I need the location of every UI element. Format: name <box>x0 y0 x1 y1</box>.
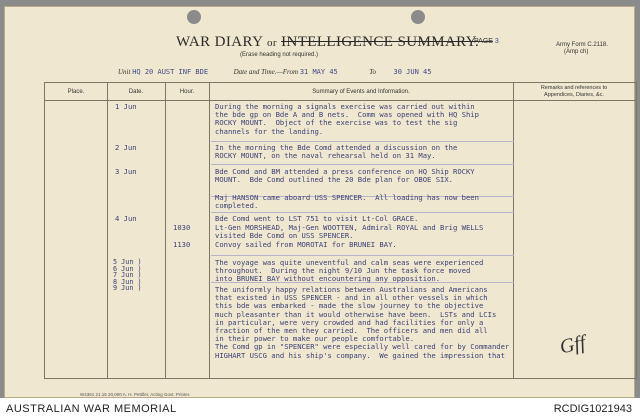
column-header-date: Date. <box>128 89 144 95</box>
army-form-label <box>556 42 608 56</box>
column-divider <box>209 83 210 378</box>
page-number <box>474 38 499 45</box>
entry-hour: 1130 <box>173 240 191 249</box>
entry-summary: In the morning the Bde Comd attended a discussion on the ROCKY MOUNT, on the naval rehearsal held on 31 May. <box>215 143 458 161</box>
entry-summary: During the morning a signals exercise was carried out within the bde gp on Bde A and B nets. Comm was opened with HQ Ship ROCKY MOUNT. Object of the exercise was to test the sig channels for the landing. <box>215 102 479 136</box>
title-war-diary: WAR DIARY <box>176 34 263 50</box>
column-divider <box>513 83 514 378</box>
record-id: RCDIG1021943 <box>553 403 632 415</box>
title-struck: INTELLIGENCE SUMMARY. <box>281 34 480 50</box>
title-or: or <box>266 37 277 49</box>
date-to-value: 30 JUN 45 <box>393 68 432 76</box>
column-header-place: Place. <box>67 89 85 95</box>
column-header-summary: Summary of Events and Information. <box>312 89 410 95</box>
page-value: 3 <box>494 38 499 45</box>
entry-hour: 1030 <box>173 223 191 232</box>
entry-summary: The uniformly happy relations between Australians and Americans that existed in USS SPENCER - and in all other vessels in which this bde was embarked - made the slow journey to the objective much pleasanter than it would otherwise have been. LSTs and LCIs in particular, were very crowded and had facilities for only a fraction of the men they carried. The officers and men did all in their power to make our people comfortable. The Comd gp in "SPENCER" were especially well cared for by Commander HIGHART USCG and his ship's company. We gained the impression that <box>215 285 510 360</box>
entry-separator <box>211 255 514 256</box>
header-divider <box>45 100 636 101</box>
unit-value: HQ 20 AUST INF BDE <box>132 68 209 76</box>
printer-imprint: W4361 21.15 20,000 A. H. Pettifer, Acting Govt. Printer. <box>80 392 191 397</box>
entry-summary: Maj HANSON came aboard USS SPENCER. All loading has now been completed. <box>215 193 479 211</box>
entry-date: 3 Jun <box>115 167 137 176</box>
page-label: PAGE <box>474 38 493 45</box>
entry-summary: Lt-Gen MORSHEAD, Maj-Gen WOOTTEN, Admiral ROYAL and Brig WELLS visited Bde Comd on USS SPENCER. <box>215 223 484 241</box>
entry-date: 5 Jun ) 6 Jun ) 7 Jun ) 8 Jun ) 9 Jun ) <box>113 258 142 293</box>
entry-summary: Convoy sailed from MOROTAI for BRUNEI BAY. <box>215 240 397 249</box>
archive-name: AUSTRALIAN WAR MEMORIAL <box>6 403 177 415</box>
entry-separator <box>211 164 514 165</box>
punch-hole <box>187 10 201 24</box>
officer-signature: Gff <box>557 331 588 359</box>
entry-summary: Bde Comd went to LST 751 to visit Lt-Col GRACE. <box>215 214 419 223</box>
entry-date: 4 Jun <box>115 214 137 223</box>
entry-separator <box>211 212 514 213</box>
date-from-value: 31 MAY 45 <box>299 68 338 76</box>
column-divider <box>107 83 108 378</box>
punch-hole <box>411 10 425 24</box>
army-form-number: Army Form C.2118. <box>556 42 608 48</box>
unit-label: Unit <box>118 68 131 76</box>
entry-summary: Bde Comd and BM attended a press conference on HQ Ship ROCKY MOUNT. Bde Comd outlined the 20 Bde plan for OBOE SIX. <box>215 167 475 185</box>
entry-separator <box>211 141 514 142</box>
title-subtitle: (Erase heading not required.) <box>240 52 319 58</box>
entry-date: 2 Jun <box>115 143 137 152</box>
column-divider <box>165 83 166 378</box>
column-header-hour: Hour. <box>179 89 195 95</box>
diary-table <box>44 82 637 379</box>
form-title <box>176 34 479 51</box>
unit-line <box>118 68 518 76</box>
entry-summary: The voyage was quite uneventful and calm seas were experienced throughout. During the night 9/10 Jun the task force moved into BRUNEI BAY without encountering any opposition. <box>215 258 484 284</box>
archive-caption-bar <box>0 398 640 420</box>
entry-date: 1 Jun <box>115 102 137 111</box>
column-header-remarks: Remarks and references to Appendices, Diaries, &c. <box>540 85 608 98</box>
date-to-label: To <box>369 68 377 76</box>
datetime-label: Date and Time.—From <box>233 68 299 76</box>
army-form-note: (Amp ch) <box>564 49 589 55</box>
